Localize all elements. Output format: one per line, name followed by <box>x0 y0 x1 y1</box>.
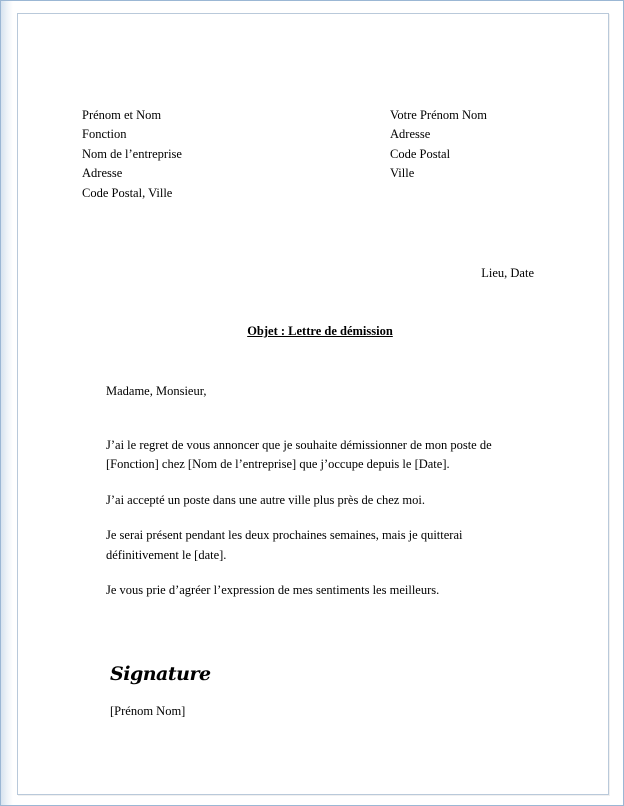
document-content <box>18 14 608 794</box>
signature-script: Signature <box>110 663 211 685</box>
sender-line-3: Nom de l’entreprise <box>82 146 182 161</box>
letter-body <box>106 436 514 600</box>
sender-line-1: Prénom et Nom <box>82 108 162 122</box>
signature-name: [Prénom Nom] <box>110 704 186 718</box>
paragraph-3: Je serai présent pendant les deux prochaines semaines, mais je quitterai définitivement le [date]. <box>106 528 463 562</box>
salutation: Madame, Monsieur, <box>106 384 207 398</box>
recipient-line-3: Code Postal <box>390 146 451 161</box>
subject-text: Objet : Lettre de démission <box>247 324 393 338</box>
sender-line-5: Code Postal, Ville <box>82 185 173 200</box>
document-page <box>17 13 609 795</box>
recipient-line-2: Adresse <box>390 127 431 142</box>
subject-line <box>18 322 608 341</box>
place-and-date: Lieu, Date <box>481 266 534 280</box>
sender-line-4: Adresse <box>82 166 123 181</box>
paragraph-4: Je vous prie d’agréer l’expression de mes sentiments les meilleurs. <box>106 582 440 597</box>
recipient-address-block <box>390 106 590 184</box>
recipient-line-4: Ville <box>390 166 415 181</box>
paragraph-1: J’ai le regret de vous annoncer que je souhaite démissionner de mon poste de [Fonction] chez [Nom de l’entreprise] que j’occupe depuis le [Date]. <box>106 438 492 472</box>
paragraph-2: J’ai accepté un poste dans une autre ville plus près de chez moi. <box>106 492 425 507</box>
sender-line-2: Fonction <box>82 127 127 142</box>
recipient-line-1: Votre Prénom Nom <box>390 108 487 122</box>
sender-address-block <box>82 106 342 203</box>
